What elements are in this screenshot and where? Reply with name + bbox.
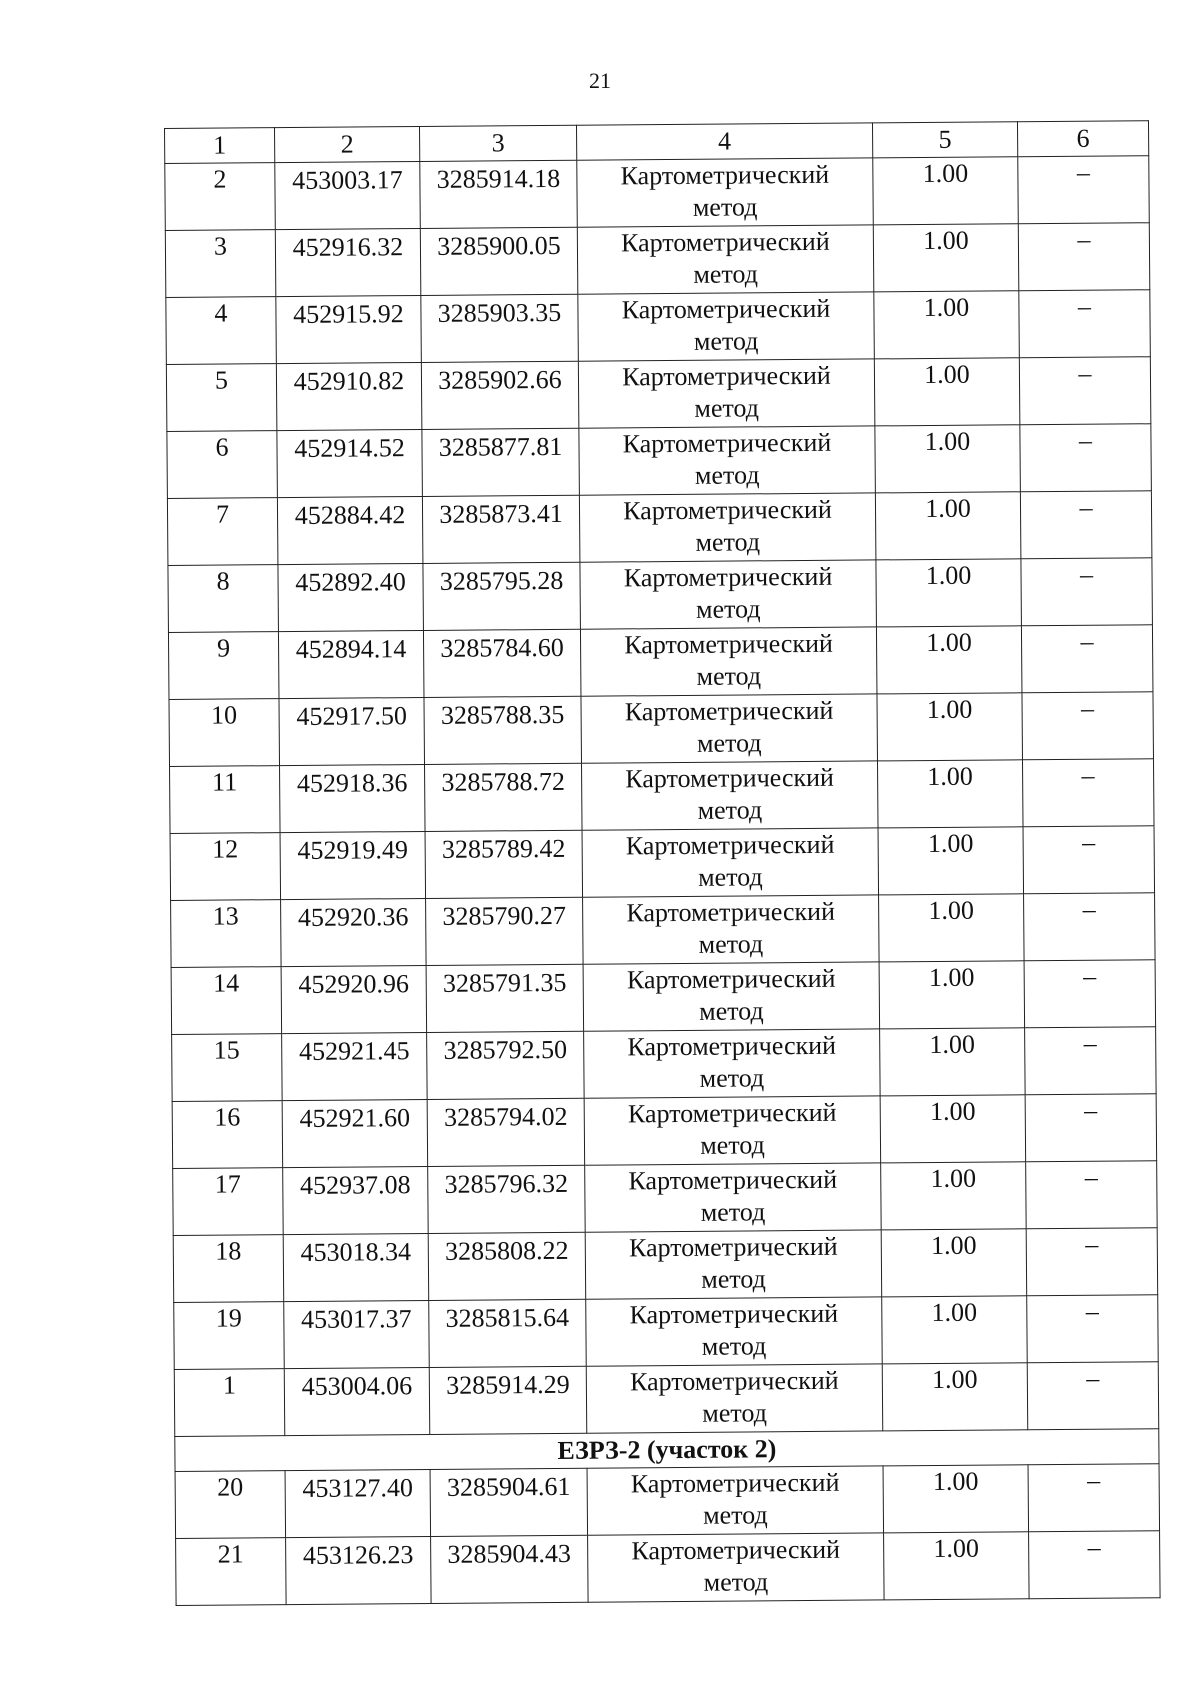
column-header: 5	[872, 122, 1017, 158]
accuracy-cell: 1.00	[880, 1095, 1026, 1163]
accuracy-cell: 1.00	[873, 224, 1019, 292]
method-line-1: Картометрический	[620, 159, 830, 191]
y-coordinate-cell: 3285808.22	[428, 1232, 586, 1300]
table-row	[173, 1161, 1157, 1236]
x-coordinate-cell: 452918.36	[280, 764, 426, 832]
method-line-1: Картометрический	[626, 963, 836, 995]
column-header: 4	[576, 123, 872, 160]
note-cell: –	[1019, 290, 1151, 358]
method-cell	[577, 225, 874, 294]
x-coordinate-cell: 452884.42	[277, 496, 423, 564]
page-number: 21	[589, 68, 611, 93]
y-coordinate-cell: 3285902.66	[421, 361, 579, 429]
method-line-1: Картометрический	[623, 561, 833, 593]
method-cell	[579, 426, 876, 495]
x-coordinate-cell: 452910.82	[276, 362, 422, 430]
method-line-2: метод	[693, 326, 759, 356]
accuracy-cell: 1.00	[875, 492, 1021, 560]
point-number-cell: 21	[176, 1538, 287, 1606]
table-row	[174, 1295, 1158, 1370]
accuracy-cell: 1.00	[874, 358, 1020, 426]
method-line-2: метод	[703, 1500, 768, 1530]
accuracy-cell: 1.00	[883, 1465, 1029, 1533]
y-coordinate-cell: 3285914.18	[420, 160, 578, 228]
method-cell	[583, 895, 880, 964]
method-cell	[582, 761, 879, 830]
y-coordinate-cell: 3285788.72	[425, 763, 583, 831]
method-line-2: метод	[701, 1331, 767, 1361]
accuracy-cell: 1.00	[882, 1296, 1028, 1364]
method-line-1: Картометрический	[627, 1030, 837, 1062]
point-number-cell: 19	[174, 1302, 285, 1370]
y-coordinate-cell: 3285900.05	[420, 227, 578, 295]
table-row	[172, 1094, 1156, 1169]
method-line-2: метод	[695, 527, 761, 557]
method-line-1: Картометрический	[630, 1467, 840, 1499]
x-coordinate-cell: 452892.40	[278, 563, 424, 631]
table-row	[165, 156, 1149, 231]
method-line-1: Картометрический	[621, 293, 831, 325]
table-row	[172, 1027, 1156, 1102]
method-line-2: метод	[699, 996, 764, 1026]
method-cell	[584, 1096, 881, 1165]
method-line-2: метод	[698, 862, 763, 892]
note-cell: –	[1024, 960, 1156, 1028]
method-line-2: метод	[698, 929, 764, 959]
method-cell	[581, 694, 878, 763]
method-cell	[580, 560, 877, 629]
x-coordinate-cell: 452937.08	[283, 1166, 429, 1234]
method-cell	[582, 828, 879, 897]
note-cell: –	[1021, 625, 1153, 693]
method-cell	[580, 627, 877, 696]
table-row	[170, 826, 1154, 901]
note-cell: –	[1027, 1362, 1159, 1430]
note-cell: –	[1018, 223, 1150, 291]
method-line-1: Картометрический	[625, 829, 835, 861]
accuracy-cell: 1.00	[884, 1532, 1030, 1600]
column-header: 6	[1017, 121, 1148, 157]
table-row	[167, 491, 1151, 566]
section-title: ЕЗРЗ-2 (участок 2)	[175, 1429, 1159, 1472]
method-cell	[577, 158, 874, 227]
note-cell: –	[1020, 424, 1152, 492]
table-row	[167, 424, 1151, 499]
y-coordinate-cell: 3285784.60	[423, 629, 581, 697]
y-coordinate-cell: 3285788.35	[424, 696, 582, 764]
point-number-cell: 5	[166, 364, 277, 432]
method-line-2: метод	[694, 460, 760, 490]
method-line-2: метод	[701, 1264, 766, 1294]
y-coordinate-cell: 3285795.28	[423, 562, 581, 630]
method-line-1: Картометрический	[623, 494, 832, 526]
method-cell	[586, 1364, 883, 1433]
y-coordinate-cell: 3285791.35	[426, 964, 584, 1032]
y-coordinate-cell: 3285815.64	[429, 1299, 587, 1367]
point-number-cell: 15	[172, 1034, 283, 1102]
point-number-cell: 16	[172, 1101, 283, 1169]
note-cell: –	[1026, 1228, 1158, 1296]
table-row	[168, 625, 1152, 700]
x-coordinate-cell: 452917.50	[279, 697, 425, 765]
accuracy-cell: 1.00	[877, 693, 1023, 761]
table-row	[168, 558, 1152, 633]
x-coordinate-cell: 453004.06	[284, 1367, 430, 1435]
y-coordinate-cell: 3285796.32	[428, 1165, 586, 1233]
point-number-cell: 6	[167, 431, 278, 499]
y-coordinate-cell: 3285903.35	[421, 294, 579, 362]
table-row	[171, 960, 1155, 1035]
method-line-2: метод	[696, 661, 762, 691]
method-line-2: метод	[692, 192, 758, 222]
y-coordinate-cell: 3285873.41	[422, 495, 580, 563]
method-cell	[578, 359, 875, 428]
y-coordinate-cell: 3285877.81	[422, 428, 580, 496]
method-line-2: метод	[693, 259, 759, 289]
method-line-1: Картометрический	[621, 226, 830, 258]
point-number-cell: 3	[165, 230, 276, 298]
point-number-cell: 4	[166, 297, 277, 365]
point-number-cell: 10	[169, 699, 280, 767]
x-coordinate-cell: 452921.60	[282, 1099, 428, 1167]
coordinates-table	[164, 120, 1161, 1606]
x-coordinate-cell: 452916.32	[275, 228, 421, 296]
point-number-cell: 13	[171, 900, 282, 968]
note-cell: –	[1019, 357, 1151, 425]
x-coordinate-cell: 452894.14	[278, 630, 424, 698]
accuracy-cell: 1.00	[882, 1363, 1028, 1431]
table-row	[166, 290, 1150, 365]
method-line-2: метод	[703, 1567, 769, 1597]
x-coordinate-cell: 453017.37	[284, 1300, 430, 1368]
method-line-1: Картометрический	[631, 1534, 841, 1566]
method-line-1: Картометрический	[626, 896, 836, 928]
method-cell	[587, 1466, 884, 1535]
x-coordinate-cell: 452915.92	[276, 295, 422, 363]
table-row	[171, 893, 1155, 968]
point-number-cell: 20	[175, 1471, 286, 1539]
point-number-cell: 14	[171, 967, 282, 1035]
accuracy-cell: 1.00	[881, 1162, 1027, 1230]
method-line-2: метод	[702, 1398, 767, 1428]
method-line-1: Картометрический	[629, 1298, 839, 1330]
table-row	[169, 692, 1153, 767]
note-cell: –	[1029, 1531, 1161, 1599]
method-line-2: метод	[694, 393, 760, 423]
method-line-2: метод	[697, 795, 763, 825]
note-cell: –	[1022, 759, 1154, 827]
accuracy-cell: 1.00	[880, 1028, 1026, 1096]
method-line-1: Картометрический	[627, 1097, 837, 1129]
x-coordinate-cell: 453018.34	[283, 1233, 429, 1301]
column-header: 1	[165, 128, 275, 164]
note-cell: –	[1024, 893, 1156, 961]
y-coordinate-cell: 3285792.50	[427, 1031, 585, 1099]
accuracy-cell: 1.00	[876, 626, 1022, 694]
x-coordinate-cell: 452920.36	[281, 898, 427, 966]
point-number-cell: 18	[173, 1235, 284, 1303]
point-number-cell: 7	[167, 498, 278, 566]
x-coordinate-cell: 452914.52	[277, 429, 423, 497]
method-line-2: метод	[700, 1197, 766, 1227]
accuracy-cell: 1.00	[875, 425, 1021, 493]
note-cell: –	[1020, 491, 1152, 559]
accuracy-cell: 1.00	[879, 961, 1025, 1029]
accuracy-cell: 1.00	[877, 760, 1023, 828]
column-header: 3	[419, 125, 576, 161]
accuracy-cell: 1.00	[879, 894, 1025, 962]
x-coordinate-cell: 452921.45	[282, 1032, 428, 1100]
note-cell: –	[1021, 558, 1153, 626]
point-number-cell: 8	[168, 565, 279, 633]
accuracy-cell: 1.00	[873, 157, 1019, 225]
table-row	[175, 1464, 1159, 1539]
method-cell	[586, 1297, 883, 1366]
accuracy-cell: 1.00	[876, 559, 1022, 627]
method-cell	[578, 292, 875, 361]
method-line-1: Картометрический	[624, 628, 833, 660]
method-cell	[583, 962, 880, 1031]
method-line-1: Картометрический	[628, 1231, 838, 1263]
note-cell: –	[1026, 1161, 1158, 1229]
note-cell: –	[1025, 1027, 1157, 1095]
table-row	[166, 357, 1150, 432]
table-row	[173, 1228, 1157, 1303]
x-coordinate-cell: 453003.17	[275, 161, 421, 229]
point-number-cell: 1	[174, 1369, 285, 1437]
point-number-cell: 2	[165, 163, 276, 231]
note-cell: –	[1018, 156, 1150, 224]
accuracy-cell: 1.00	[881, 1229, 1027, 1297]
x-coordinate-cell: 453126.23	[286, 1536, 432, 1604]
point-number-cell: 17	[173, 1168, 284, 1236]
point-number-cell: 12	[170, 833, 281, 901]
method-line-1: Картометрический	[629, 1365, 839, 1397]
accuracy-cell: 1.00	[878, 827, 1024, 895]
method-line-1: Картометрический	[628, 1164, 838, 1196]
table-row	[174, 1362, 1158, 1437]
point-number-cell: 9	[168, 632, 279, 700]
method-line-1: Картометрический	[624, 695, 834, 727]
method-line-1: Картометрический	[625, 762, 835, 794]
note-cell: –	[1028, 1464, 1160, 1532]
y-coordinate-cell: 3285794.02	[427, 1098, 585, 1166]
method-line-1: Картометрический	[622, 360, 831, 392]
method-line-2: метод	[699, 1063, 765, 1093]
table-row	[170, 759, 1154, 834]
accuracy-cell: 1.00	[874, 291, 1020, 359]
method-line-2: метод	[696, 728, 762, 758]
method-cell	[585, 1163, 882, 1232]
note-cell: –	[1023, 826, 1155, 894]
table-row	[176, 1531, 1160, 1606]
method-cell	[588, 1533, 885, 1602]
x-coordinate-cell: 452920.96	[281, 965, 427, 1033]
y-coordinate-cell: 3285914.29	[429, 1366, 587, 1434]
method-cell	[584, 1029, 881, 1098]
note-cell: –	[1025, 1094, 1157, 1162]
method-cell	[585, 1230, 882, 1299]
point-number-cell: 11	[170, 766, 281, 834]
table-row	[165, 223, 1149, 298]
note-cell: –	[1027, 1295, 1159, 1363]
x-coordinate-cell: 453127.40	[285, 1469, 431, 1537]
y-coordinate-cell: 3285790.27	[426, 897, 584, 965]
method-line-1: Картометрический	[622, 427, 832, 459]
y-coordinate-cell: 3285904.61	[430, 1468, 588, 1536]
y-coordinate-cell: 3285789.42	[425, 830, 583, 898]
method-line-2: метод	[695, 594, 761, 624]
method-line-2: метод	[700, 1130, 765, 1160]
method-cell	[579, 493, 876, 562]
note-cell: –	[1022, 692, 1154, 760]
column-header: 2	[275, 126, 420, 162]
x-coordinate-cell: 452919.49	[280, 831, 426, 899]
y-coordinate-cell: 3285904.43	[431, 1535, 589, 1603]
